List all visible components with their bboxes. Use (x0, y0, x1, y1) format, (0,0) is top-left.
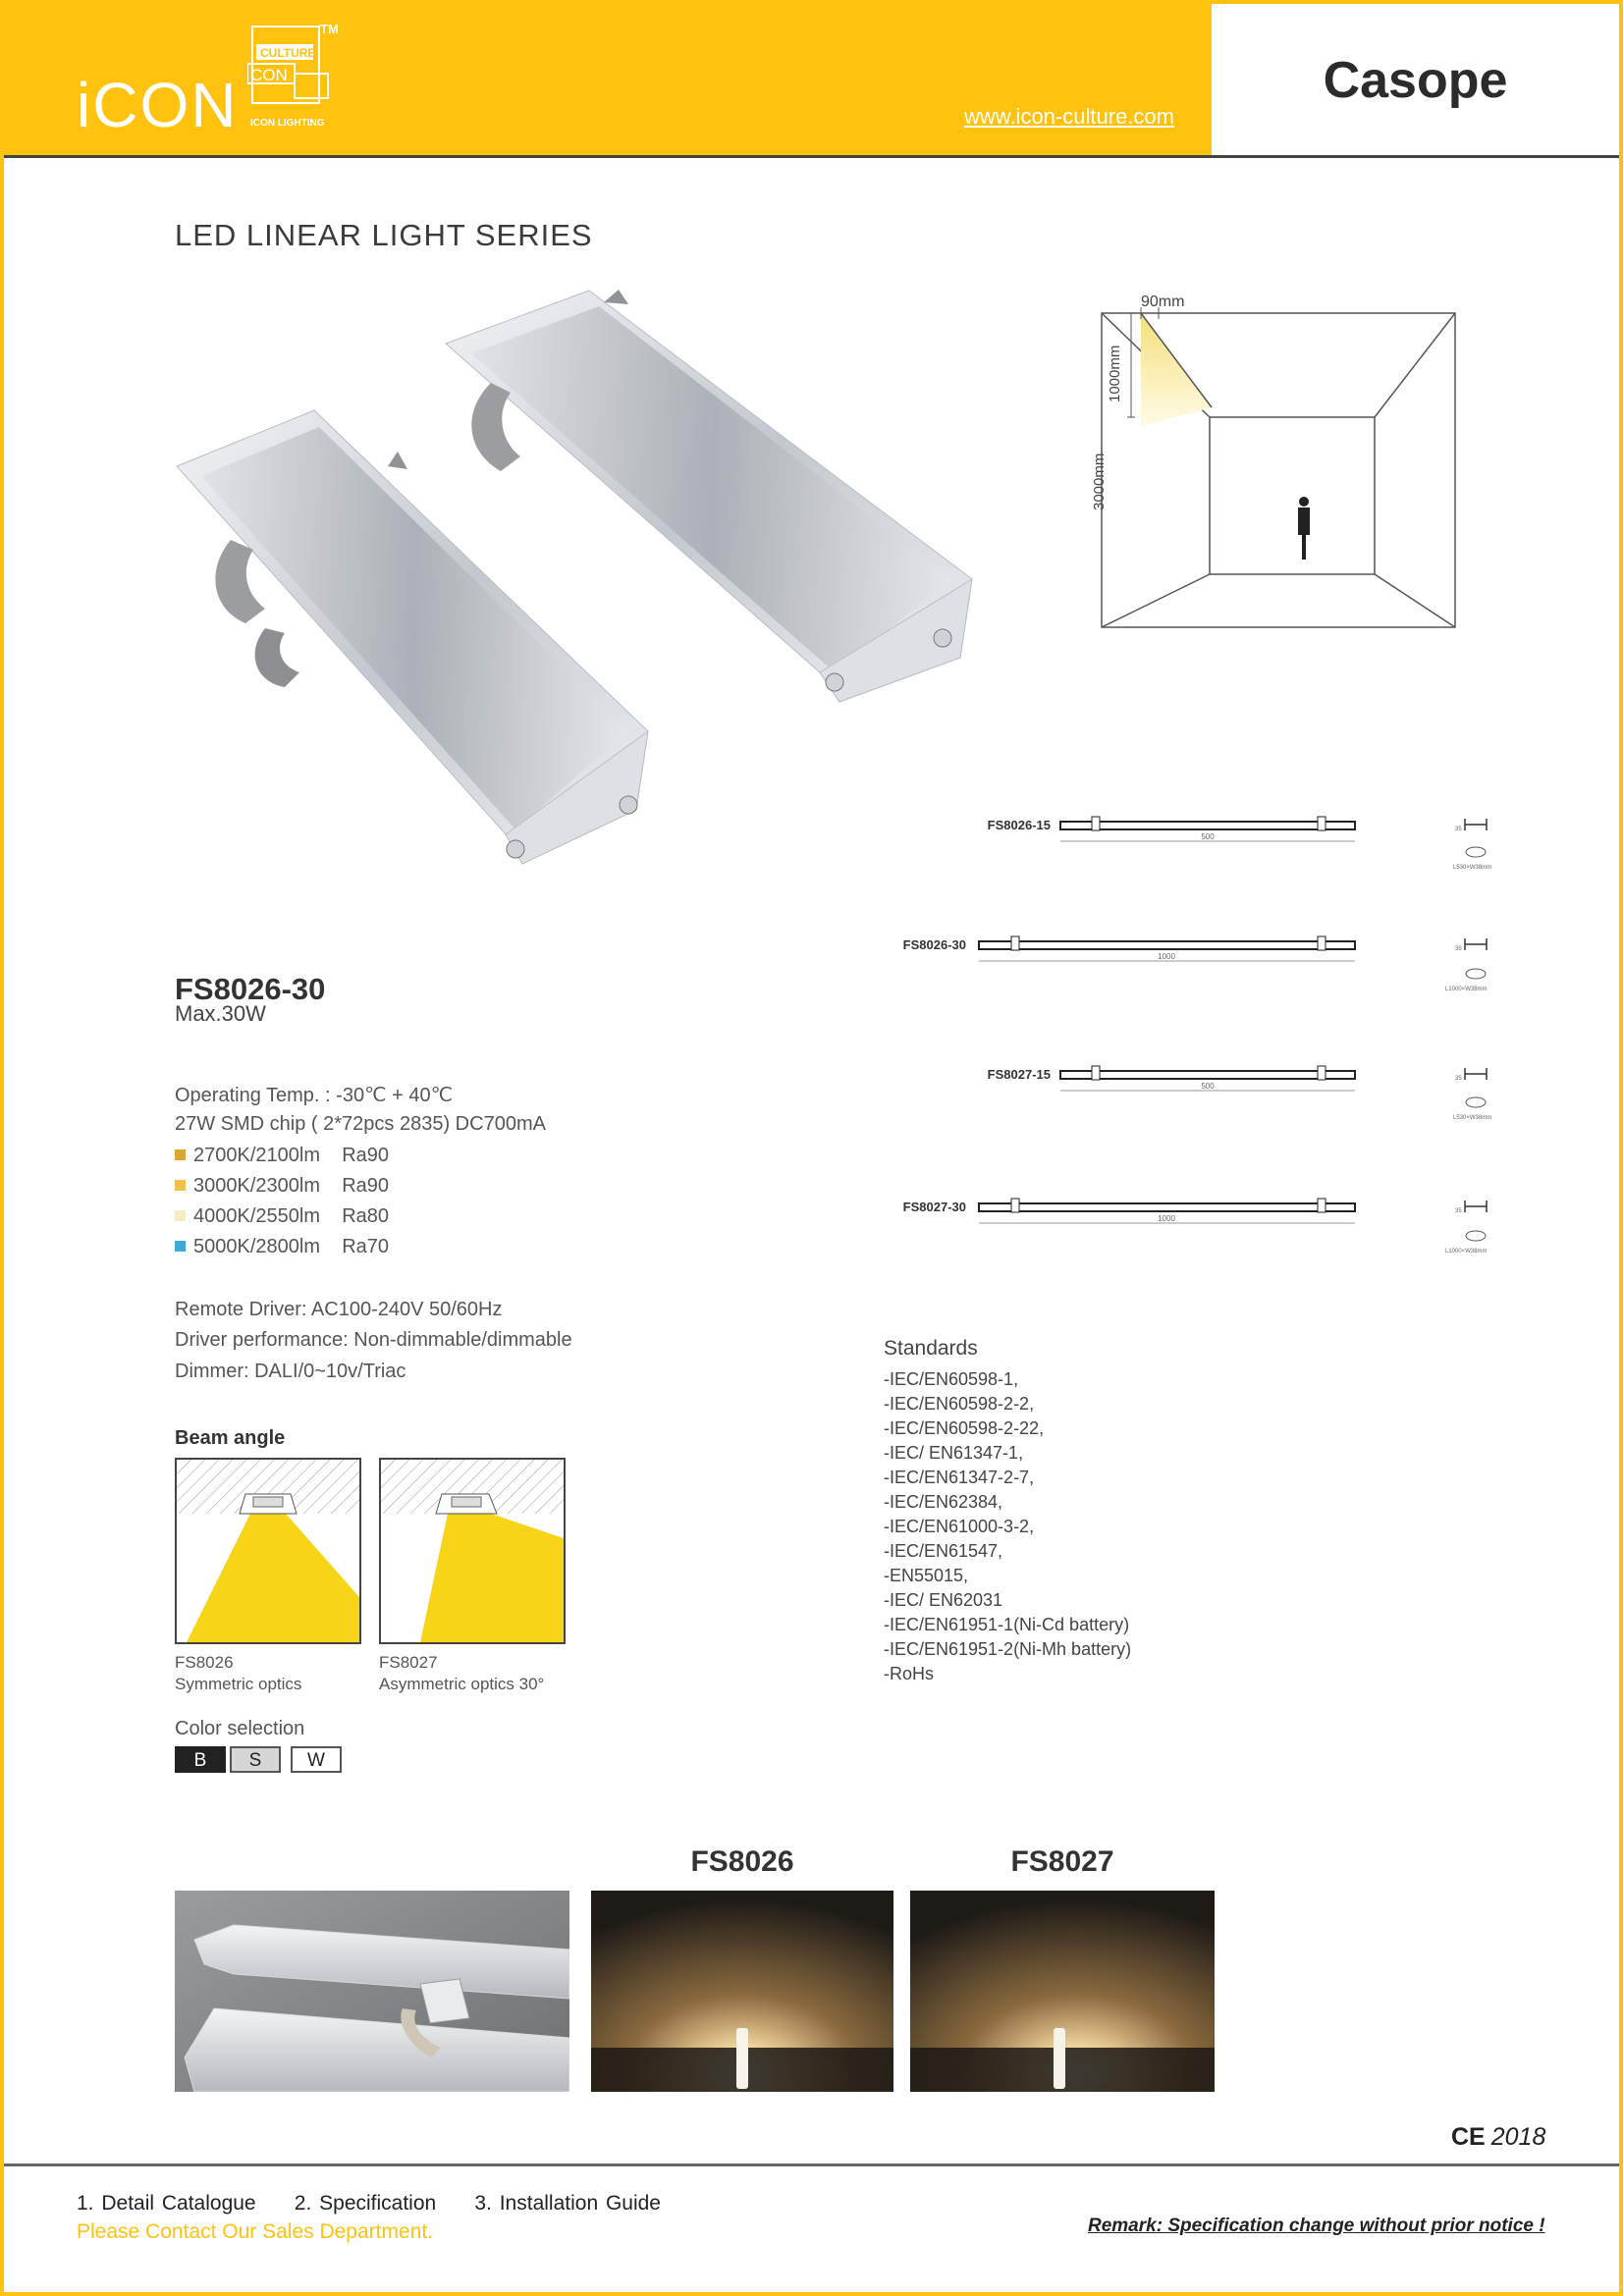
ce-year: 2018 (1490, 2123, 1546, 2151)
logo-subtitle: ICON LIGHTING (250, 118, 325, 129)
standards-title: Standards (884, 1337, 978, 1360)
color-option-white[interactable]: W (291, 1746, 342, 1773)
standard-item: -IEC/EN61000-3-2, (884, 1517, 1035, 1536)
operating-temp: Operating Temp. : -30℃ + 40℃ (175, 1085, 454, 1106)
dim-model-label: FS8026-30 (902, 937, 966, 952)
color-selection-title: Color selection (175, 1718, 305, 1739)
footer-divider (4, 2163, 1619, 2166)
standard-item: -IEC/EN60598-1, (884, 1369, 1019, 1389)
dim-size-label: L1000×W38mm (1445, 987, 1488, 992)
dim-length-label: 500 (1201, 1082, 1215, 1091)
header-divider (4, 155, 1619, 158)
room-throw-label: 1000mm (1107, 345, 1123, 402)
dim-size-label: L530×W38mm (1453, 1115, 1492, 1121)
installation-photo (175, 1891, 569, 2092)
dimension-drawings (874, 795, 1522, 1266)
dim-height-label: 35 (1455, 827, 1462, 832)
cct-row (175, 1205, 389, 1228)
standard-item: -IEC/EN61347-2-7, (884, 1468, 1035, 1487)
cct-swatch-2700k (175, 1149, 186, 1160)
beam-model-fs8027: FS8027 (379, 1653, 438, 1672)
color-option-silver[interactable]: S (230, 1746, 281, 1773)
cct-swatch-5000k (175, 1241, 186, 1252)
dim-length-label: 500 (1201, 832, 1215, 841)
dim-size-label: L530×W38mm (1453, 865, 1492, 871)
standard-item: -IEC/EN61951-1(Ni-Cd battery) (884, 1615, 1130, 1634)
product-max-power: Max.30W (175, 1001, 266, 1026)
logo-text: iCON (77, 70, 239, 140)
standard-item: -EN55015, (884, 1566, 969, 1585)
chip-spec: 27W SMD chip ( 2*72pcs 2835) DC700mA (175, 1113, 546, 1135)
room-lighting-diagram (1090, 290, 1463, 633)
dimmer: Dimmer: DALI/0~10v/Triac (175, 1361, 406, 1382)
product-image (167, 285, 982, 893)
dim-model-label: FS8027-15 (987, 1067, 1051, 1082)
room-height-label: 3000mm (1091, 453, 1108, 510)
dim-height-label: 35 (1455, 1076, 1462, 1082)
fs8026-light-photo (591, 1891, 893, 2092)
footer-remark: Remark: Specification change without prior notice ! (1088, 2216, 1545, 2236)
cct-label: 2700K/2100lm Ra90 (193, 1145, 390, 1166)
dim-length-label: 1000 (1158, 952, 1175, 961)
website-link[interactable]: www.icon-culture.com (964, 104, 1174, 129)
dim-drawing-fs8026-30 (903, 936, 1488, 992)
dim-length-label: 1000 (1158, 1214, 1175, 1223)
driver-performance: Driver performance: Non-dimmable/dimmable (175, 1329, 572, 1351)
dim-drawing-fs8027-15 (988, 1066, 1492, 1121)
footer-nav: 1. Detail Catalogue 2. Specification 3. Installation Guide (77, 2192, 661, 2215)
standard-item: -RoHs (884, 1664, 935, 1683)
standard-item: -IEC/ EN62031 (884, 1590, 1003, 1610)
remote-driver: Remote Driver: AC100-240V 50/60Hz (175, 1299, 503, 1320)
standard-item: -IEC/EN60598-2-22, (884, 1418, 1045, 1438)
logo-con: CON (250, 66, 288, 84)
cct-row (175, 1175, 389, 1198)
standard-item: -IEC/EN61547, (884, 1541, 1003, 1561)
brand-name: Casope (1323, 52, 1508, 109)
logo-mark (247, 25, 336, 128)
logo-trademark: TM (320, 22, 339, 36)
beam-desc-fs8026: Symmetric optics (175, 1675, 302, 1693)
beam-diagram-asymmetric (379, 1458, 566, 1644)
beam-diagram-symmetric (175, 1458, 361, 1644)
beam-model-fs8026: FS8026 (175, 1653, 234, 1672)
cct-label: 5000K/2800lm Ra70 (193, 1236, 390, 1257)
logo-culture: CULTURE (260, 46, 316, 60)
standard-item: -IEC/EN61951-2(Ni-Mh battery) (884, 1639, 1132, 1659)
cct-label: 3000K/2300lm Ra90 (193, 1175, 390, 1197)
dim-height-label: 35 (1455, 1208, 1462, 1214)
standard-item: -IEC/EN62384, (884, 1492, 1003, 1512)
dim-drawing-fs8027-30 (903, 1199, 1488, 1255)
beam-angle-title: Beam angle (175, 1427, 286, 1449)
color-option-black[interactable]: B (175, 1746, 226, 1773)
beam-desc-fs8027: Asymmetric optics 30° (379, 1675, 545, 1693)
dim-drawing-fs8026-15 (988, 817, 1492, 871)
dim-height-label: 35 (1455, 946, 1462, 952)
photo-label-fs8027: FS8027 (1010, 1845, 1114, 1878)
cct-label: 4000K/2550lm Ra80 (193, 1205, 390, 1227)
cct-swatch-4000k (175, 1210, 186, 1221)
dim-size-label: L1000×W38mm (1445, 1249, 1488, 1255)
cct-swatch-3000k (175, 1180, 186, 1191)
room-width-label: 90mm (1141, 294, 1185, 310)
fs8027-light-photo (910, 1891, 1215, 2092)
standards-list (884, 1367, 1131, 1686)
footer-contact: Please Contact Our Sales Department. (77, 2220, 434, 2243)
cct-row (175, 1145, 389, 1167)
dim-model-label: FS8026-15 (987, 818, 1051, 832)
photo-label-fs8026: FS8026 (690, 1845, 794, 1878)
product-model: FS8026-30 (175, 972, 326, 1006)
cct-row (175, 1236, 389, 1258)
dim-model-label: FS8027-30 (902, 1200, 966, 1214)
ce-icon: CE (1451, 2123, 1486, 2151)
ce-mark (1451, 2123, 1545, 2152)
standard-item: -IEC/ EN61347-1, (884, 1443, 1024, 1463)
series-title: LED LINEAR LIGHT SERIES (175, 218, 593, 252)
standard-item: -IEC/EN60598-2-2, (884, 1394, 1035, 1414)
